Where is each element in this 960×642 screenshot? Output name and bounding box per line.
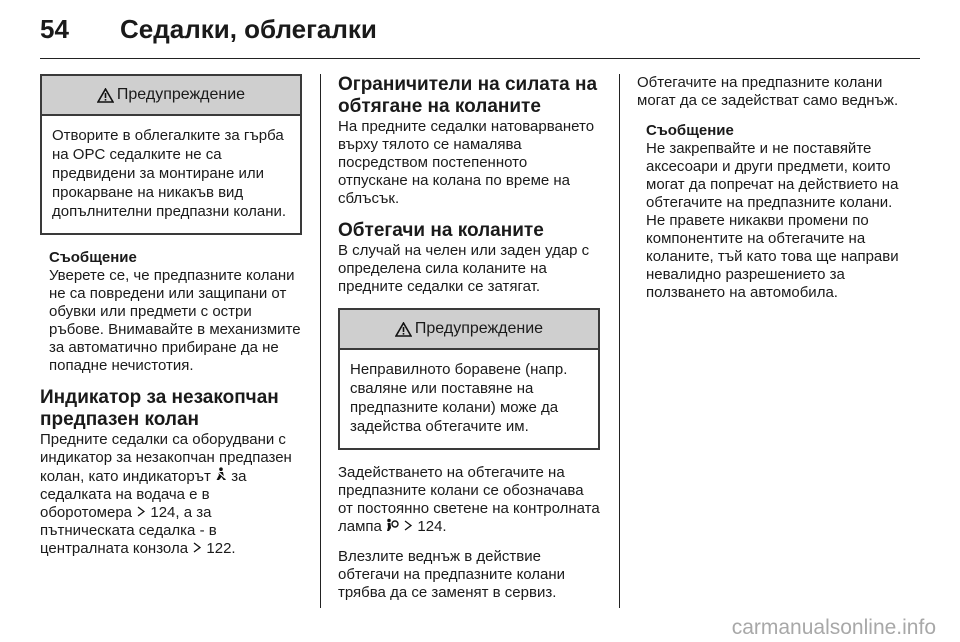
section-text: На предните седалки натоварването върху тялото се намалява посредством постепенното отпускане на колана по време на сблъсък. <box>338 118 595 207</box>
note-text: Уверете се, че предпазните колани не са повредени или защипани от обувки или предмети с остри ръбове. Внимавайте в механизмите за автоматично прибиране да не попадне нечистотия. <box>49 267 301 374</box>
column-2 <box>338 74 600 602</box>
section-text: В случай на челен или заден удар с определена сила коланите на предните седалки се затягат. <box>338 242 590 295</box>
note-title: Съобщение <box>646 122 734 139</box>
note-title: Съобщение <box>49 249 137 266</box>
paragraph: Влезлите веднъж в действие обтегачи на предпазните колани трябва да се заменят в сервиз. <box>338 548 566 601</box>
section-title: Обтегачи на коланите <box>338 220 544 241</box>
page-header <box>40 14 377 45</box>
warning-header <box>340 310 598 350</box>
note <box>637 122 899 302</box>
column-1 <box>40 74 302 558</box>
page-number: 54 <box>40 14 69 44</box>
warning-text: Отворите в облегалките за гърба на OPC седалките не са предвидени за монтиране или прокарване на никакъв вид допълнителни предпазни колани. <box>52 127 287 220</box>
page-ref-arrow-icon <box>192 540 202 558</box>
page-ref-arrow-icon <box>136 504 146 522</box>
note <box>40 249 302 375</box>
watermark: carmanualsonline.info <box>731 616 936 639</box>
warning-title: Предупреждение <box>414 320 544 337</box>
warning-box <box>338 308 600 450</box>
section-title: Индикатор за незакопчан предпазен колан <box>40 387 279 430</box>
header-rule <box>40 58 920 59</box>
warning-header <box>42 76 300 116</box>
paragraph: Задействането на обтегачите на предпазните колани се обозначава от постоянно светене на контролната лампа 124. <box>338 464 600 535</box>
section-title: Ограничители на силата на обтягане на коланите <box>338 74 598 117</box>
warning-triangle-icon <box>97 88 114 103</box>
paragraph: Обтегачите на предпазните колани могат да се задействат само веднъж. <box>637 74 899 109</box>
column-divider-2 <box>619 74 620 608</box>
seatbelt-icon <box>215 467 227 481</box>
airbag-icon <box>386 518 399 531</box>
note-text: Не закрепвайте и не поставяйте аксесоари и други предмети, които могат да попречат на действието на обтегачите на предпазните колани. Не правете никакви промени по компонентите на обтегачите на коланите, тъй като това ще направи невалидно разрешението за ползването на автомобила. <box>646 140 899 301</box>
column-3 <box>637 74 899 302</box>
warning-triangle-icon <box>395 322 412 337</box>
warning-text: Неправилното боравене (напр. сваляне или поставяне на предпазните колани) може да задейства обтегачите им. <box>350 361 568 435</box>
page-ref-arrow-icon <box>403 518 413 536</box>
section-text: Предните седалки са оборудвани с индикатор за незакопчан предпазен колан, като индикаторът за седалката на водача е в оборотомера 124, а за пътническата седалка - в централната конзола 122. <box>40 431 292 557</box>
warning-title: Предупреждение <box>116 86 246 103</box>
warning-box <box>40 74 302 235</box>
column-divider-1 <box>320 74 321 608</box>
page-title: Седалки, облегалки <box>120 14 377 44</box>
